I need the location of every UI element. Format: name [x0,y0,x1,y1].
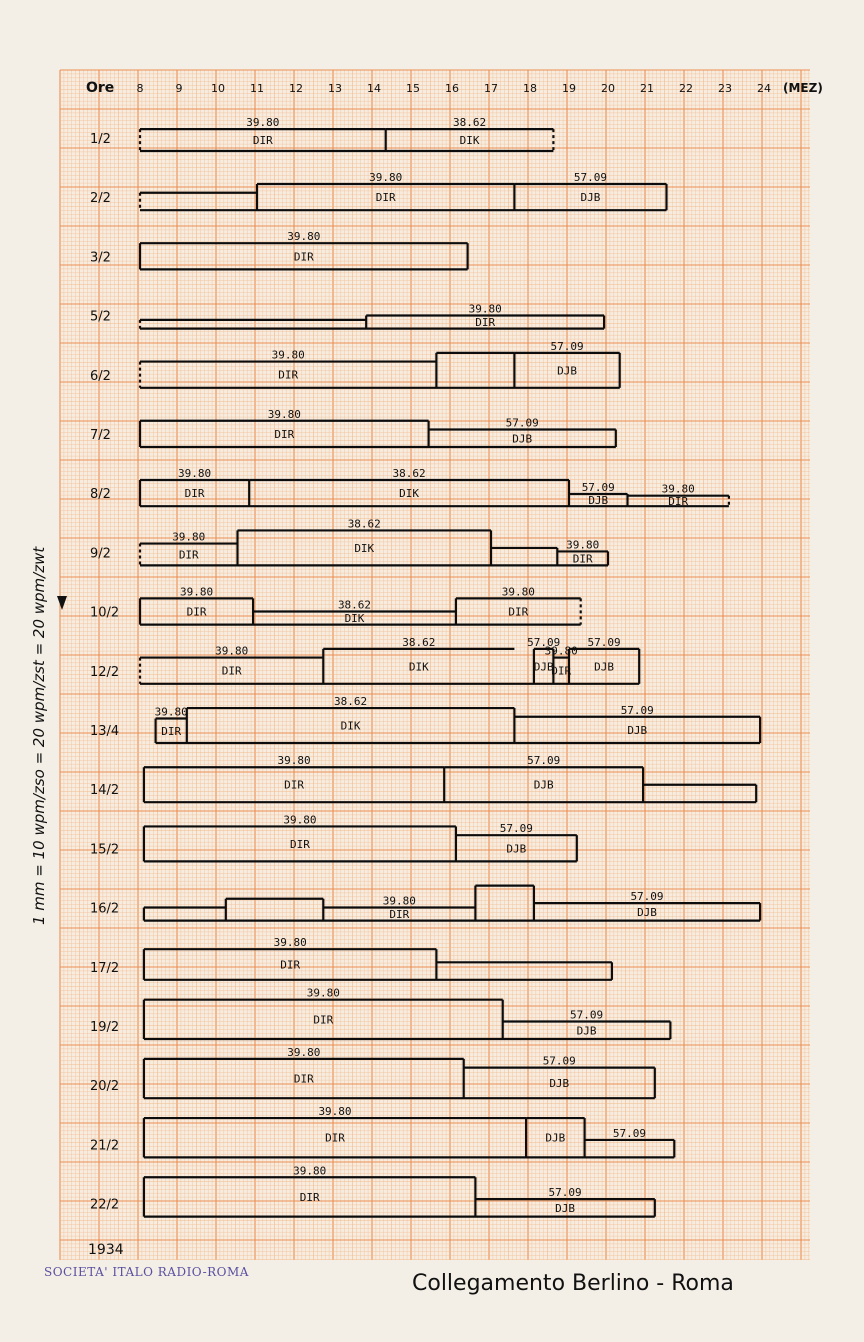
segment-frequency: 39.80 [369,170,403,184]
segment-callsign: DIR [475,316,496,330]
side-scale-label: 1 mm = 10 wpm/zso = 20 wpm/zst = 20 wpm/zwt [30,546,48,925]
segment-callsign: DJB [512,432,533,446]
segment-callsign: DIR [293,1072,314,1086]
chart-title: Collegamento Berlino - Roma [412,1271,734,1296]
segment-callsign: DIR [161,724,182,738]
segment-frequency: 57.09 [499,822,533,836]
segment-callsign: DIR [668,494,689,508]
segment-callsign: DJB [545,1131,566,1145]
segment-callsign: DIK [340,719,361,733]
row-date-label: 9/2 [90,546,111,562]
segment-callsign: DIK [408,660,429,674]
segment-frequency: 57.09 [548,1186,582,1200]
x-tick-label: 11 [250,82,264,95]
segment-frequency: 39.80 [267,407,301,421]
segment-frequency: 57.09 [505,416,539,430]
x-tick-label: 13 [328,82,342,95]
year-label: 1934 [88,1242,124,1258]
row-date-label: 3/2 [90,250,111,266]
segment-frequency: 39.80 [306,986,340,1000]
segment-frequency: 39.80 [293,1164,327,1178]
row-date-label: 17/2 [90,960,120,976]
segment-callsign: DJB [506,842,527,856]
segment-frequency: 39.80 [544,644,578,658]
segment-callsign: DJB [576,1024,597,1038]
segment-callsign: DIR [274,427,295,441]
segment-frequency: 38.62 [347,517,381,531]
header-label: Ore [86,80,115,96]
row-date-label: 21/2 [90,1138,120,1154]
row-date-label: 8/2 [90,487,111,503]
segment-frequency: 38.62 [337,598,372,612]
row-date-label: 12/2 [90,664,120,680]
x-tick-label: 9 [175,82,183,95]
segment-frequency: 57.09 [569,1008,604,1022]
row-date-label: 14/2 [90,783,120,799]
x-tick-label: 17 [484,82,498,95]
segment-frequency: 39.80 [271,348,305,362]
segment-frequency: 57.09 [527,635,561,649]
row-date-label: 2/2 [90,191,111,207]
row-date-label: 22/2 [90,1197,120,1213]
segment-callsign: DIR [375,191,396,205]
x-tick-label: 10 [211,82,225,95]
segment-callsign: DIR [299,1190,320,1204]
segment-frequency: 57.09 [527,754,561,768]
segment-frequency: 39.80 [277,754,311,768]
stamp-text: SOCIETA' ITALO RADIO-ROMA [44,1265,249,1279]
row-date-label: 19/2 [90,1020,120,1035]
x-tick-label: 21 [640,82,654,95]
segment-callsign: DIR [551,664,572,678]
segment-frequency: 57.09 [573,170,608,184]
x-tick-label: 24 [757,82,771,95]
x-tick-label: 16 [445,82,459,95]
segment-callsign: DIR [252,134,273,148]
grid-paper [60,70,810,1260]
x-tick-label: 14 [367,82,381,95]
segment-frequency: 39.80 [178,466,212,480]
segment-callsign: DJB [588,494,609,508]
x-tick-label: 20 [601,82,615,95]
x-unit-label: (MEZ) [783,81,823,95]
segment-callsign: DIR [325,1131,345,1145]
segment-frequency: 39.80 [287,230,321,244]
segment-callsign: DJB [533,660,554,674]
x-tick-label: 22 [679,82,693,95]
segment-frequency: 39.80 [273,936,307,950]
segment-callsign: DIK [459,134,480,148]
segment-callsign: DJB [555,1201,576,1215]
segment-callsign: DJB [637,905,657,919]
segment-frequency: 39.80 [287,1045,321,1059]
segment-callsign: DIR [280,958,301,972]
segment-callsign: DIK [344,612,365,626]
segment-callsign: DIR [184,487,205,501]
segment-callsign: DIR [293,250,314,264]
segment-callsign: DIR [389,908,410,922]
segment-callsign: DIR [289,837,310,851]
segment-frequency: 57.09 [587,635,621,649]
segment-frequency: 57.09 [550,339,584,353]
segment-frequency: 39.80 [215,644,249,658]
segment-frequency: 39.80 [246,116,280,130]
row-date-label: 13/4 [90,724,120,739]
segment-frequency: 39.80 [501,585,535,599]
segment-callsign: DIR [278,368,299,382]
segment-callsign: DJB [580,191,601,205]
x-tick-label: 8 [136,82,144,95]
segment-callsign: DIR [186,605,207,619]
segment-frequency: 39.80 [179,585,214,599]
segment-callsign: DJB [533,778,554,792]
segment-frequency: 39.80 [566,538,600,552]
segment-callsign: DIK [399,487,420,501]
row-date-label: 6/2 [90,368,111,384]
segment-callsign: DIR [178,548,199,562]
x-tick-label: 18 [523,82,537,95]
segment-callsign: DIR [508,605,529,619]
segment-frequency: 39.80 [318,1105,352,1119]
segment-callsign: DIR [284,778,304,792]
segment-callsign: DJB [557,364,577,378]
row-date-label: 16/2 [90,901,120,917]
segment-frequency: 39.80 [154,705,188,719]
row-date-label: 5/2 [90,309,111,325]
segment-frequency: 39.80 [468,302,502,316]
segment-frequency: 57.09 [612,1126,647,1140]
segment-callsign: DJB [549,1076,570,1090]
segment-frequency: 57.09 [542,1054,576,1068]
segment-frequency: 39.80 [382,894,416,908]
row-date-label: 15/2 [90,842,120,858]
segment-callsign: DIK [354,541,375,555]
segment-frequency: 38.62 [392,466,426,480]
segment-frequency: 57.09 [581,480,615,494]
segment-frequency: 38.62 [452,116,487,130]
segment-callsign: DIR [313,1013,334,1027]
x-tick-label: 12 [289,82,303,95]
x-tick-label: 19 [562,82,576,95]
segment-frequency: 39.80 [661,482,695,496]
row-date-label: 7/2 [90,428,111,443]
row-date-label: 10/2 [90,605,120,621]
segment-frequency: 39.80 [283,813,317,827]
x-tick-label: 23 [718,82,732,95]
segment-frequency: 39.80 [172,530,206,544]
segment-frequency: 38.62 [402,635,436,649]
x-tick-label: 15 [406,82,420,95]
segment-frequency: 57.09 [620,703,654,717]
segment-callsign: DJB [627,723,648,737]
segment-callsign: DIR [572,552,593,566]
segment-callsign: DIR [221,664,242,678]
segment-frequency: 38.62 [334,695,368,709]
row-date-label: 1/2 [90,132,111,147]
row-date-label: 20/2 [90,1079,120,1095]
segment-callsign: DJB [594,660,615,674]
segment-frequency: 57.09 [630,890,664,904]
